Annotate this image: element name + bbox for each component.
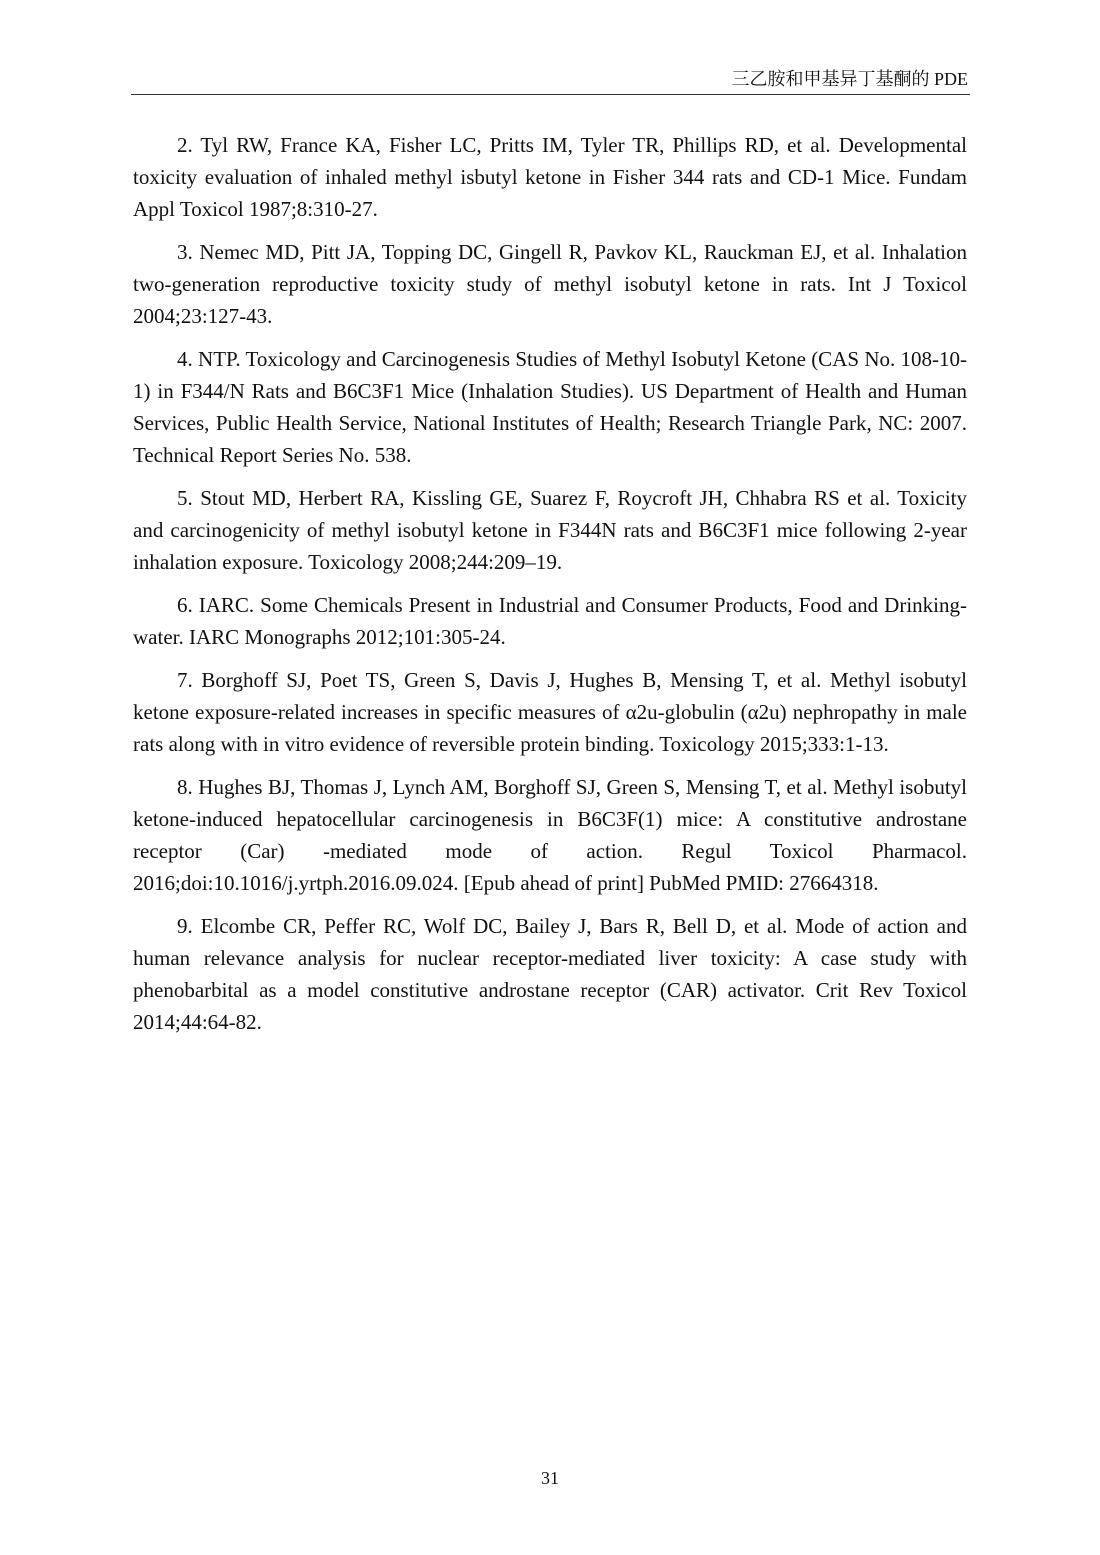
header-title: 三乙胺和甲基异丁基酮的 PDE <box>731 69 968 89</box>
reference-item: 6. IARC. Some Chemicals Present in Industrial and Consumer Products, Food and Drinking-water. IARC Monographs 2012;101:305-24. <box>133 593 967 649</box>
reference-item: 3. Nemec MD, Pitt JA, Topping DC, Gingell R, Pavkov KL, Rauckman EJ, et al. Inhalation two-generation reproductive toxicity study of methyl isobutyl ketone in rats. Int J Toxicol 2004;23:127-43. <box>133 240 967 328</box>
page-header <box>131 66 970 95</box>
reference-item: 5. Stout MD, Herbert RA, Kissling GE, Suarez F, Roycroft JH, Chhabra RS et al. Toxicity and carcinogenicity of methyl isobutyl ketone in F344N rats and B6C3F1 mice following 2-year inhalation exposure. Toxicology 2008;244:209–19. <box>133 486 967 574</box>
reference-item: 8. Hughes BJ, Thomas J, Lynch AM, Borghoff SJ, Green S, Mensing T, et al. Methyl isobutyl ketone-induced hepatocellular carcinogenesis in B6C3F(1) mice: A constitutive androstane receptor (Car) -mediated mode of action. Regul Toxicol Pharmacol. 2016;doi:10.1016/j.yrtph.2016.09.024. [Epub ahead of print] PubMed PMID: 27664318. <box>133 775 967 895</box>
reference-item: 9. Elcombe CR, Peffer RC, Wolf DC, Bailey J, Bars R, Bell D, et al. Mode of action and human relevance analysis for nuclear receptor-mediated liver toxicity: A case study with phenobarbital as a model constitutive androstane receptor (CAR) activator. Crit Rev Toxicol 2014;44:64-82. <box>133 914 967 1034</box>
page-number: 31 <box>541 1468 559 1488</box>
reference-item: 4. NTP. Toxicology and Carcinogenesis Studies of Methyl Isobutyl Ketone (CAS No. 108-10-1) in F344/N Rats and B6C3F1 Mice (Inhalation Studies). US Department of Health and Human Services, Public Health Service, National Institutes of Health; Research Triangle Park, NC: 2007. Technical Report Series No. 538. <box>133 347 967 467</box>
reference-list <box>133 129 967 1049</box>
reference-item: 7. Borghoff SJ, Poet TS, Green S, Davis J, Hughes B, Mensing T, et al. Methyl isobutyl ketone exposure-related increases in specific measures of α2u-globulin (α2u) nephropathy in male rats along with in vitro evidence of reversible protein binding. Toxicology 2015;333:1-13. <box>133 668 967 756</box>
reference-item: 2. Tyl RW, France KA, Fisher LC, Pritts IM, Tyler TR, Phillips RD, et al. Developmental toxicity evaluation of inhaled methyl isbutyl ketone in Fisher 344 rats and CD-1 Mice. Fundam Appl Toxicol 1987;8:310-27. <box>133 133 967 221</box>
